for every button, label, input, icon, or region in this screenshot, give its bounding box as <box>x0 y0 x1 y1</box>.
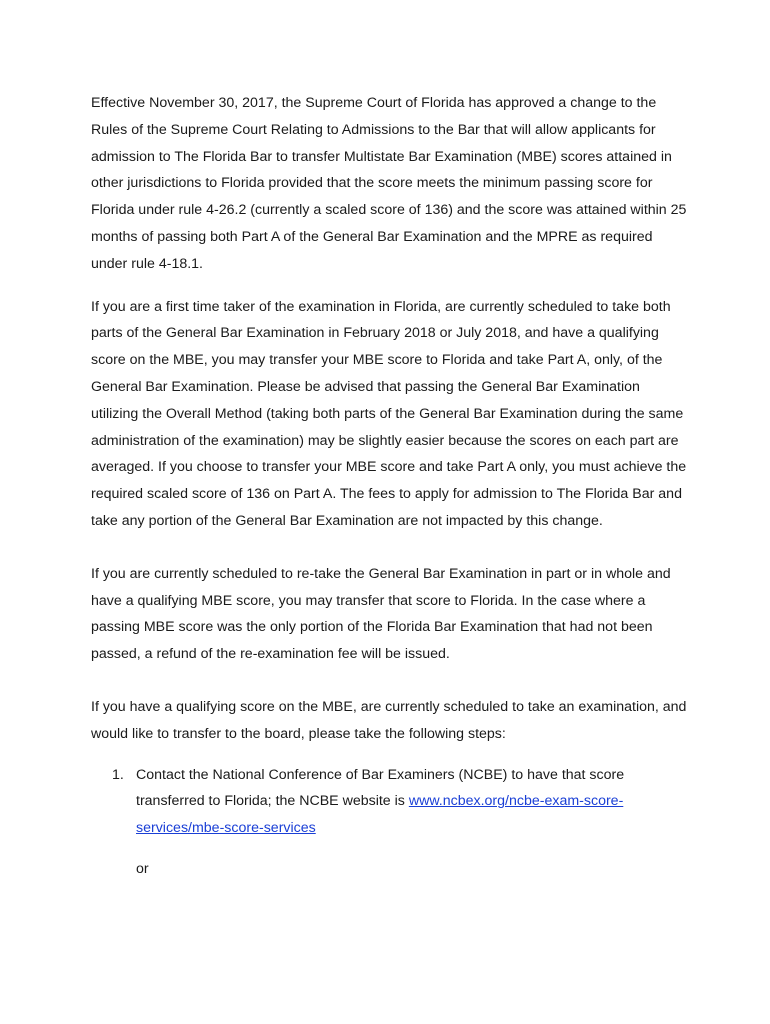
ncbe-score-services-link[interactable]: www.ncbex.org/ncbe-exam-score-services/mbe-score-services <box>136 793 624 837</box>
or-separator: or <box>136 860 149 877</box>
paragraph-effective-date: Effective November 30, 2017, the Supreme Court of Florida has approved a change to the Rules of the Supreme Court Relating to Admissions to the Bar that will allow applicants for admission to The Florida Bar to transfer Multistate Bar Examination (MBE) scores attained in other jurisdictions to Florida provided that the score meets the minimum passing score for Florida under rule 4-26.2 (currently a scaled score of 136) and the score was attained within 25 months of passing both Part A of the General Bar Examination and the MPRE as required under rule 4-18.1. <box>91 95 687 272</box>
document-body <box>91 90 691 883</box>
paragraph-steps-intro: If you have a qualifying score on the MBE, are currently scheduled to take an examination, and would like to transfer to the board, please take the following steps: <box>91 698 687 742</box>
step-text: Contact the National Conference of Bar Examiners (NCBE) to have that score transferred to Florida; the NCBE website is <box>136 766 625 810</box>
list-item <box>91 762 691 842</box>
paragraph-retake: If you are currently scheduled to re-take the General Bar Examination in part or in whole and have a qualifying MBE score, you may transfer that score to Florida. In the case where a passing MBE score was the only portion of the Florida Bar Examination that had not been passed, a refund of the re-examination fee will be issued. <box>91 565 671 663</box>
step-number: 1. <box>112 766 124 783</box>
paragraph-first-time-taker: If you are a first time taker of the examination in Florida, are currently scheduled to take both parts of the General Bar Examination in February 2018 or July 2018, and have a qualifying score on the MBE, you may transfer your MBE score to Florida and take Part A, only, of the General Bar Examination. Please be advised that passing the General Bar Examination utilizing the Overall Method (taking both parts of the General Bar Examination during the same administration of the examination) may be slightly easier because the scores on each part are averaged. If you choose to transfer your MBE score and take Part A only, you must achieve the required scaled score of 136 on Part A. The fees to apply for admission to The Florida Bar and take any portion of the General Bar Examination are not impacted by this change. <box>91 298 687 529</box>
steps-list <box>91 762 691 842</box>
